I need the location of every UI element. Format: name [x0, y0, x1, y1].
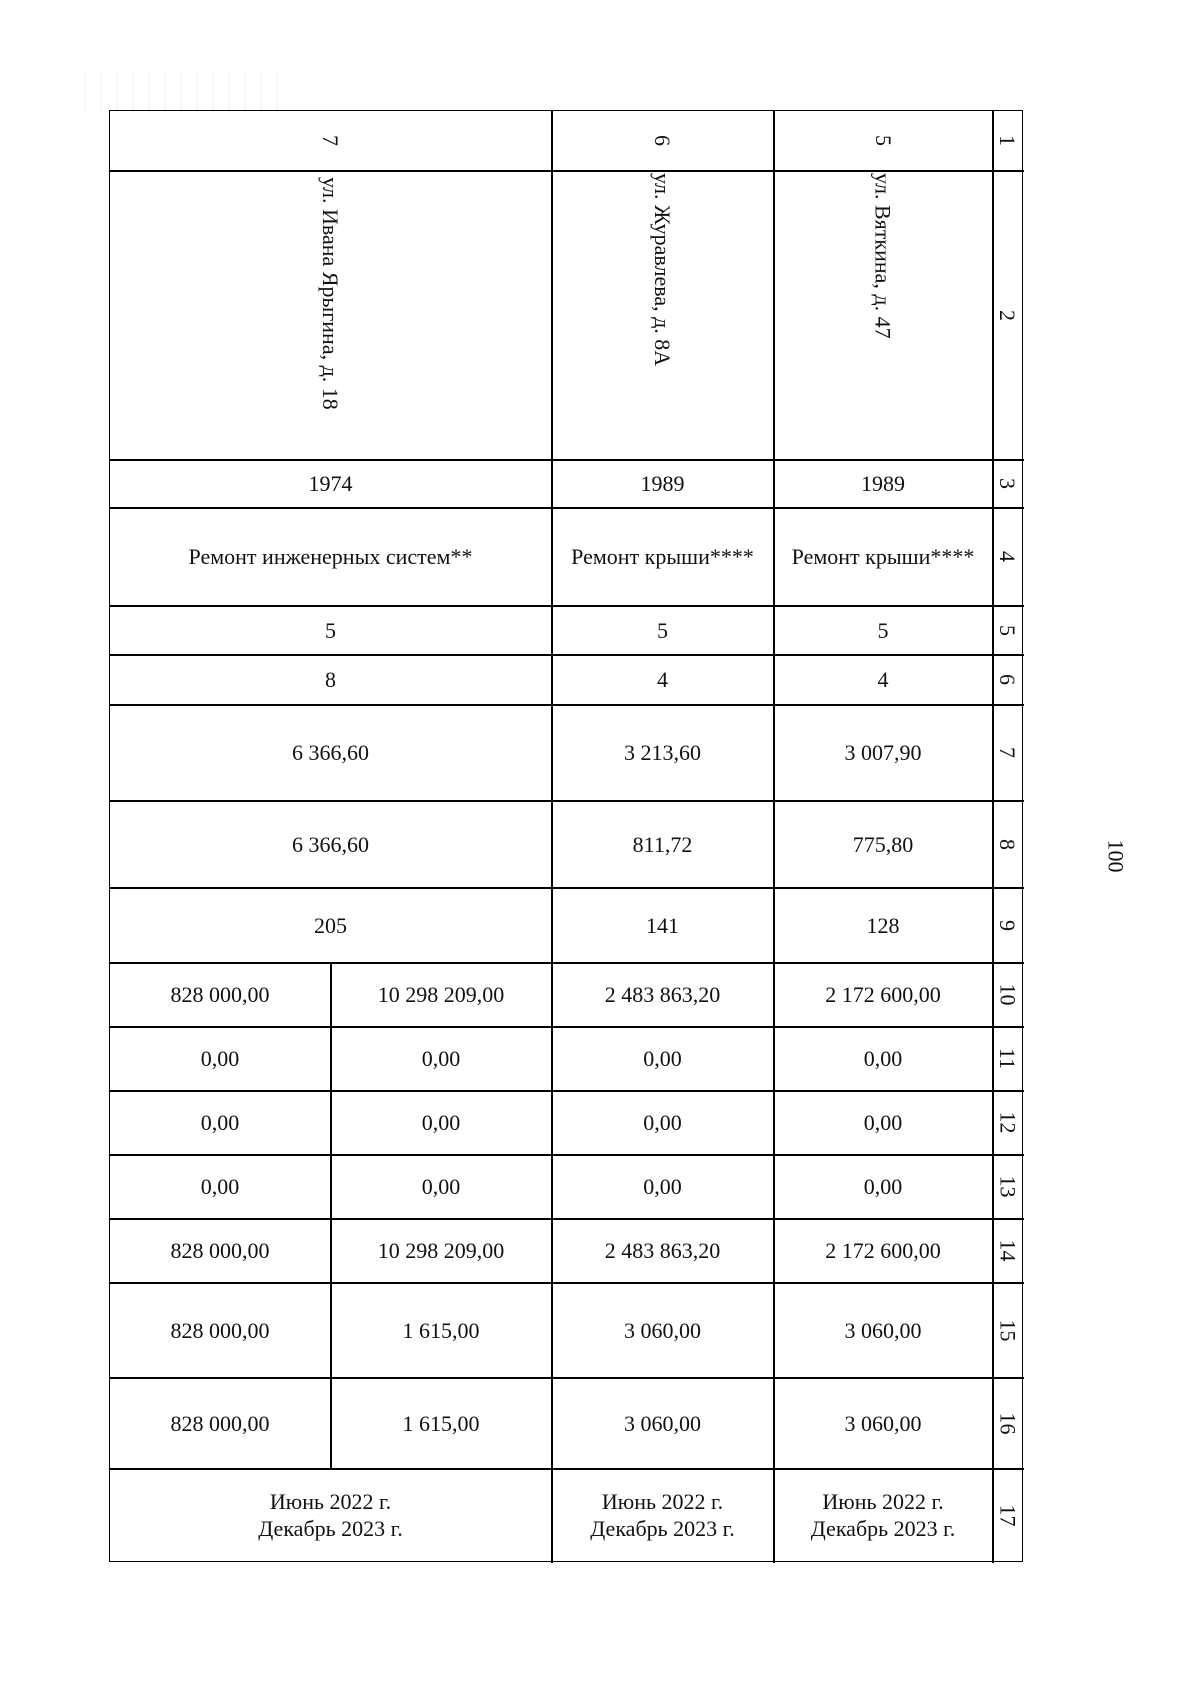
- cost-total-cell: 2 172 600,00: [825, 982, 941, 1007]
- cost-14-cell: 2 483 863,20: [604, 1238, 721, 1263]
- page-number: [1095, 826, 1135, 886]
- cost-15-cell: 828 000,00: [170, 1317, 270, 1343]
- cost-12-cell: 0,00: [863, 1110, 903, 1135]
- cost-14-cell: 2 172 600,00: [825, 1238, 941, 1263]
- col-number: 17: [995, 1504, 1020, 1526]
- cost-15-cell: 3 060,00: [624, 1317, 701, 1343]
- col-number: 14: [995, 1239, 1020, 1262]
- col-number: 5: [995, 624, 1020, 636]
- col-number: 11: [995, 1047, 1020, 1070]
- floors-cell: 5: [877, 617, 889, 643]
- col-number: 6: [995, 674, 1020, 685]
- area-work-cell: 811,72: [632, 831, 693, 857]
- year-cell: 1974: [308, 471, 353, 496]
- cost-13-cell: 0,00: [863, 1174, 903, 1199]
- entrances-cell: 4: [657, 667, 668, 692]
- row-id-text: 5: [870, 135, 896, 146]
- cost-total-cell: 10 298 209,00: [377, 982, 505, 1007]
- row-id: [774, 111, 992, 170]
- cost-14-cell: 10 298 209,00: [377, 1238, 505, 1263]
- cost-16-cell: 828 000,00: [170, 1410, 270, 1436]
- cost-total-cell: 2 483 863,20: [604, 982, 721, 1007]
- col-number: 12: [995, 1111, 1020, 1134]
- cost-12-cell: 0,00: [200, 1110, 240, 1135]
- address-text: ул. Журавлева, д. 8А: [650, 173, 675, 367]
- area-work-cell: 775,80: [852, 831, 914, 857]
- residents-cell: 128: [866, 912, 900, 938]
- cost-11-cell: 0,00: [421, 1046, 461, 1071]
- row-id-text: 6: [650, 135, 675, 146]
- area-work-cell: 6 366,60: [292, 831, 369, 857]
- cost-13-cell: 0,00: [421, 1174, 461, 1199]
- area-total-cell: 6 366,60: [292, 740, 369, 765]
- cost-13-cell: 0,00: [643, 1174, 682, 1199]
- floors-cell: 5: [657, 617, 668, 643]
- period-cell: Июнь 2022 г. Декабрь 2023 г.: [810, 1489, 956, 1541]
- cost-11-cell: 0,00: [200, 1046, 240, 1071]
- cost-14-cell: 828 000,00: [170, 1238, 270, 1263]
- address-text: ул. Ивана Ярыгина, д. 18: [318, 177, 343, 410]
- address-cell: [552, 171, 773, 459]
- col-number: 9: [995, 919, 1020, 931]
- cost-12-cell: 0,00: [421, 1110, 461, 1135]
- area-total-cell: 3 007,90: [844, 740, 922, 765]
- cost-11-cell: 0,00: [863, 1046, 903, 1071]
- cost-13-cell: 0,00: [200, 1174, 240, 1199]
- cost-11-cell: 0,00: [643, 1046, 682, 1071]
- col-number: 13: [995, 1175, 1020, 1198]
- entrances-cell: 4: [877, 667, 889, 692]
- col-number: 2: [995, 309, 1020, 321]
- address-cell: [110, 171, 551, 459]
- row-id: [552, 111, 773, 170]
- col-number: 4: [995, 551, 1020, 562]
- floors-cell: 5: [325, 617, 336, 643]
- period-cell: Июнь 2022 г. Декабрь 2023 г.: [590, 1489, 735, 1541]
- cost-15-cell: 1 615,00: [402, 1317, 480, 1343]
- year-cell: 1989: [640, 471, 685, 496]
- col-number: 15: [995, 1319, 1020, 1341]
- col-number: 8: [995, 838, 1020, 850]
- cost-total-cell: 828 000,00: [170, 982, 270, 1007]
- cost-15-cell: 3 060,00: [844, 1317, 922, 1343]
- residents-cell: 141: [646, 912, 679, 938]
- year-cell: 1989: [861, 471, 905, 496]
- address-text: ул. Вяткина, д. 47: [870, 173, 896, 339]
- residents-cell: 205: [314, 912, 347, 938]
- data-table: [109, 110, 1023, 1562]
- period-cell: Июнь 2022 г. Декабрь 2023 г.: [258, 1489, 403, 1541]
- cost-16-cell: 1 615,00: [402, 1410, 480, 1436]
- cost-16-cell: 3 060,00: [624, 1410, 701, 1436]
- col-number: 1: [995, 135, 1020, 146]
- col-number: 3: [995, 478, 1020, 489]
- row-id-text: 7: [318, 135, 343, 146]
- cost-16-cell: 3 060,00: [844, 1410, 922, 1436]
- work-cell: Ремонт крыши****: [791, 544, 975, 569]
- entrances-cell: 8: [325, 667, 336, 692]
- work-cell: Ремонт крыши****: [571, 544, 754, 569]
- row-id: [110, 111, 551, 170]
- col-number: 10: [995, 983, 1020, 1006]
- address-cell: [774, 171, 992, 459]
- scan-noise: [70, 72, 280, 112]
- page-number-text: 100: [1103, 839, 1128, 873]
- col-number: 7: [995, 747, 1020, 758]
- work-cell: Ремонт инженерных систем**: [188, 544, 473, 569]
- cost-12-cell: 0,00: [643, 1110, 682, 1135]
- col-number: 16: [995, 1412, 1020, 1434]
- area-total-cell: 3 213,60: [624, 740, 701, 765]
